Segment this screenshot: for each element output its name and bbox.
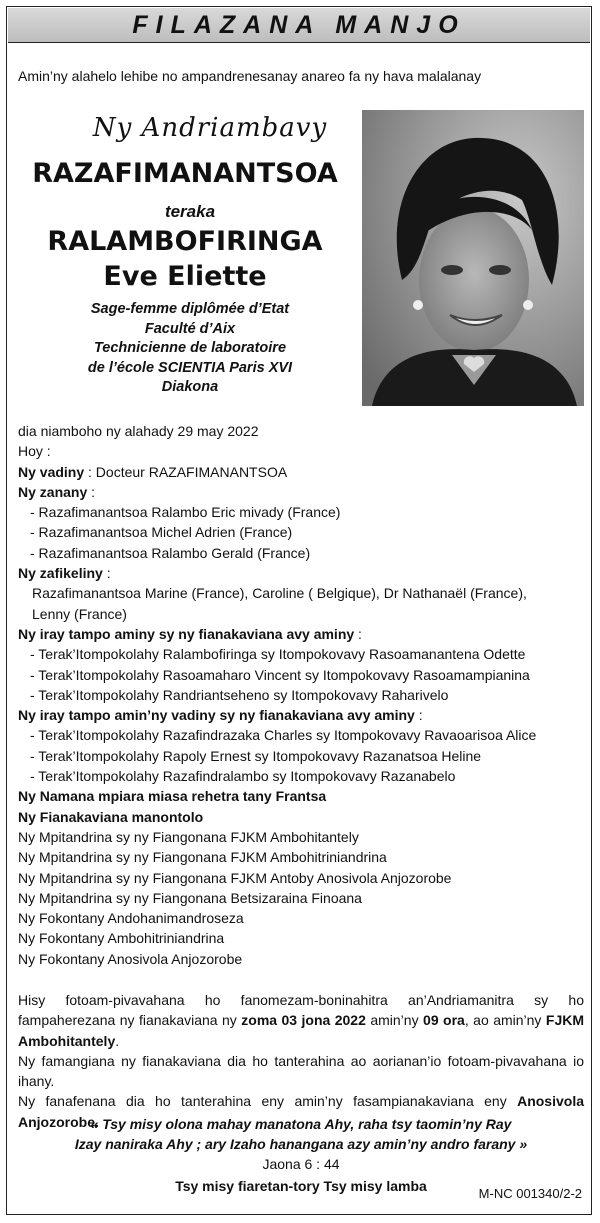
- title-line: de l’école SCIENTIA Paris XVI: [87, 359, 293, 376]
- children-label: Ny zanany: [18, 483, 88, 500]
- service-announcement: [18, 990, 584, 1051]
- list-item: - Razafimanantsoa Ralambo Gerald (France): [30, 544, 311, 561]
- notice-body: [18, 421, 586, 969]
- grandchildren-colon: :: [102, 565, 111, 582]
- list-item: - Terak’Itompokolahy Razafindrazaka Charles sy Itompokovavy Ravaoarisoa Alice: [30, 727, 537, 744]
- quote-line: « Tsy misy olona mahay manatona Ahy, raha tsy taomin’ny Ray: [90, 1116, 512, 1132]
- colleagues-line: Ny Namana mpiara miasa rehetra tany Frantsa: [18, 788, 327, 805]
- verse-reference: Jaona 6 : 44: [262, 1156, 340, 1172]
- closing-line: Tsy misy fiaretan-tory Tsy misy lamba: [175, 1178, 427, 1194]
- title-line: Diakona: [161, 379, 219, 395]
- burial-location: Anosivola Anjozorobe.: [18, 1093, 584, 1130]
- service-paragraph: [18, 990, 584, 1132]
- list-item: - Terak’Itompokolahy Razafindralambo sy Itompokovavy Razanabelo: [30, 768, 456, 785]
- banner-title: FILAZANA MANJO: [132, 10, 466, 39]
- list-item: - Terak’Itompokolahy Rapoly Ernest sy Itompokovavy Razanatsoa Heline: [30, 747, 482, 764]
- honorific: Ny Andriambavy: [92, 113, 328, 143]
- siblings-label: Ny iray tampo aminy sy ny fianakaviana avy aminy: [18, 625, 355, 642]
- spouse-value: : Docteur RAZAFIMANANTSOA: [84, 463, 288, 480]
- deceased-given-name: Eve Eliette: [103, 261, 267, 292]
- spouse-label: Ny vadiny: [18, 463, 85, 480]
- header-banner: [8, 8, 590, 43]
- list-item: Lenny (France): [32, 605, 127, 622]
- visit-announcement: Ny famangiana ny fianakaviana dia ho tanterahina ao aorianan’io fotoam-pivavahana io ihany.: [18, 1052, 584, 1090]
- service-time: 09 ora: [423, 1012, 465, 1029]
- service-location: FJKM Ambohitantely: [18, 1012, 585, 1049]
- deceased-maiden-name: RALAMBOFIRINGA: [47, 226, 323, 257]
- service-text: , ao amin’ny: [464, 1012, 546, 1029]
- service-text: Hisy fotoam-pivavahana ho fanomezam-boninahitra an’Andriamanitra sy ho fampaherezana ny fianakaviana ny: [18, 992, 584, 1029]
- title-line: Faculté d’Aix: [144, 320, 236, 337]
- hoy-line: Hoy :: [18, 443, 51, 460]
- deceased-titles: [40, 300, 340, 398]
- service-text: amin’ny: [365, 1012, 424, 1029]
- list-item: - Terak’Itompokolahy Rasoamaharo Vincent sy Itompokovavy Rasoamampianina: [30, 666, 530, 683]
- bible-quote: [18, 1114, 584, 1154]
- siblings-colon: :: [354, 625, 362, 642]
- portrait-photo: [362, 110, 584, 406]
- list-item: Ny Fokontany Andohanimandroseza: [18, 910, 244, 927]
- children-colon: :: [87, 483, 96, 500]
- intro-text: Amin’ny alahelo lehibe no ampandrenesanay anareo fa ny hava malalanay: [18, 68, 482, 84]
- burial-text: Ny fanafenana dia ho tanterahina eny amin’ny fasampianakaviana eny: [18, 1093, 518, 1110]
- family-line: Ny Fianakaviana manontolo: [18, 808, 204, 825]
- spouse-siblings-colon: :: [414, 707, 423, 724]
- title-line: Technicienne de laboratoire: [93, 340, 287, 356]
- deceased-surname: RAZAFIMANANTSOA: [32, 158, 338, 189]
- title-line: Sage-femme diplômée d’Etat: [90, 301, 290, 317]
- list-item: Ny Mpitandrina sy ny Fiangonana FJKM Ambohitantely: [18, 828, 359, 845]
- notice-reference: M-NC 001340/2-2: [478, 1186, 582, 1201]
- list-item: Ny Mpitandrina sy ny Fiangonana FJKM Ambohitriniandrina: [18, 849, 387, 866]
- list-item: - Razafimanantsoa Ralambo Eric mivady (France): [30, 504, 341, 521]
- service-text: .: [115, 1032, 120, 1049]
- list-item: Ny Fokontany Anosivola Anjozorobe: [18, 950, 243, 967]
- list-item: Ny Mpitandrina sy ny Fiangonana Betsizaraina Finoana: [18, 889, 362, 906]
- list-item: Ny Mpitandrina sy ny Fiangonana FJKM Antoby Anosivola Anjozorobe: [18, 869, 452, 886]
- spouse-siblings-label: Ny iray tampo amin’ny vadiny sy ny fianakaviana avy aminy: [18, 707, 415, 724]
- quote-line: Izay naniraka Ahy ; ary Izaho hanangana azy amin’ny andro farany »: [74, 1136, 528, 1152]
- list-item: - Terak’Itompokolahy Ralambofiringa sy Itompokovavy Rasoamanantena Odette: [30, 646, 526, 663]
- list-item: - Razafimanantsoa Michel Adrien (France): [30, 524, 293, 541]
- service-date: zoma 03 jona 2022: [241, 1012, 366, 1029]
- grandchildren-label: Ny zafikeliny: [18, 565, 103, 582]
- death-date-line: dia niamboho ny alahady 29 may 2022: [18, 423, 259, 439]
- list-item: Razafimanantsoa Marine (France), Caroline ( Belgique), Dr Nathanaël (France),: [32, 585, 527, 602]
- list-item: Ny Fokontany Ambohitriniandrina: [18, 930, 225, 947]
- teraka-label: teraka: [164, 202, 216, 221]
- list-item: - Terak’Itompokolahy Randriantseheno sy Itompokovavy Raharivelo: [30, 686, 449, 703]
